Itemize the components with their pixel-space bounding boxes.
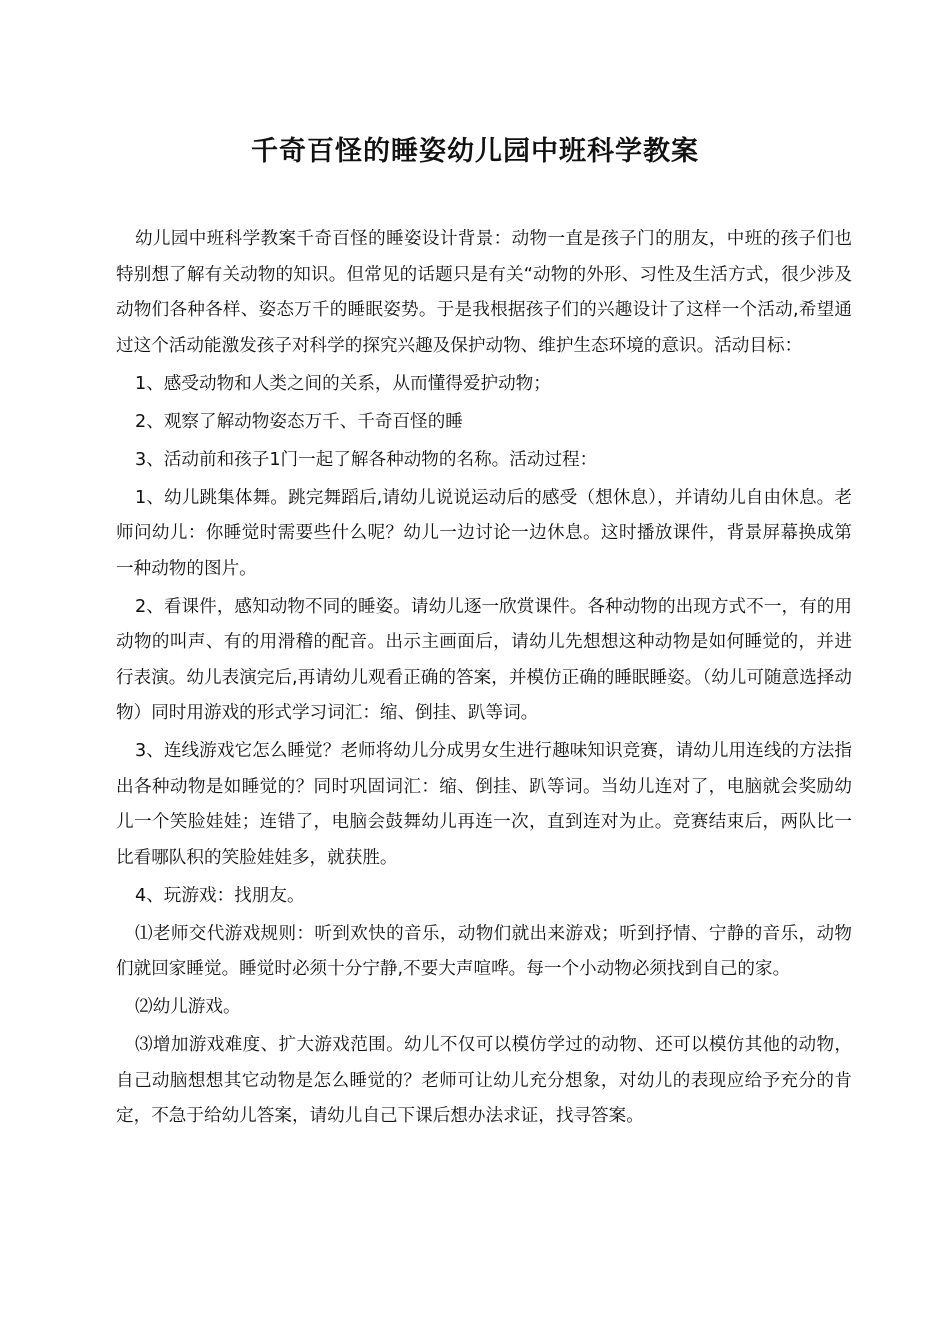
paragraph-step-4-extend: ⑶增加游戏难度、扩大游戏范围。幼儿不仅可以模仿学过的动物、还可以模仿其他的动物，自己动脑想想其它动物是怎么睡觉的？老师可让幼儿充分想象，对幼儿的表现应给予充分的肯定，不急于给幼儿答案，请幼儿自己下课后想办法求证，找寻答案。 <box>116 1035 852 1126</box>
paragraph-step-4-play: ⑵幼儿游戏。 <box>135 997 241 1017</box>
document-body <box>116 222 852 1137</box>
paragraph-goal-3: 3、活动前和孩子1门一起了解各种动物的名称。活动过程： <box>135 449 598 470</box>
paragraph-background: 幼儿园中班科学教案千奇百怪的睡姿设计背景：动物一直是孩子门的朋友，中班的孩子们也特别想了解有关动物的知识。但常见的话题只是有关“动物的外形、习性及生活方式，很少涉及动物们各种各样、姿态万千的睡眠姿势。于是我根据孩子们的兴趣设计了这样一个活动,希望通过这个活动能激发孩子对科学的探究兴趣及保护动物、维护生态环境的意识。活动目标： <box>116 229 852 356</box>
paragraph-goal-1: 1、感受动物和人类之间的关系，从而懂得爱护动物； <box>135 373 551 394</box>
paragraph-step-4: 4、玩游戏：找朋友。 <box>135 885 305 906</box>
paragraph-step-1: 1、幼儿跳集体舞。跳完舞蹈后,请幼儿说说运动后的感受（想休息），并请幼儿自由休息。老师问幼儿：你睡觉时需要些什么呢？幼儿一边讨论一边休息。这时播放课件，背景屏幕换成第一种动物的图片。 <box>116 487 852 579</box>
paragraph-step-3: 3、连线游戏它怎么睡觉？老师将幼儿分成男女生进行趣味知识竞赛，请幼儿用连线的方法指出各种动物是如睡觉的？同时巩固词汇：缩、倒挂、趴等词。当幼儿连对了，电脑就会奖励幼儿一个笑脸娃娃；连错了，电脑会鼓舞幼儿再连一次，直到连对为止。竞赛结束后，两队比一比看哪队积的笑脸娃娃多，就获胜。 <box>116 741 852 868</box>
paragraph-step-2: 2、看课件，感知动物不同的睡姿。请幼儿逐一欣赏课件。各种动物的出现方式不一，有的用动物的叫声、有的用滑稽的配音。出示主画面后，请幼儿先想想这种动物是如何睡觉的，并进行表演。幼儿表演完后,再请幼儿观看正确的答案，并模仿正确的睡眠睡姿。（幼儿可随意选择动物）同时用游戏的形式学习词汇：缩、倒挂、趴等词。 <box>116 596 852 723</box>
paragraph-goal-2: 2、观察了解动物姿态万千、千奇百怪的睡 <box>135 411 463 432</box>
document-title: 千奇百怪的睡姿幼儿园中班科学教案 <box>251 136 699 167</box>
paragraph-step-4-rule: ⑴老师交代游戏规则：听到欢快的音乐，动物们就出来游戏；听到抒情、宁静的音乐，动物们就回家睡觉。睡觉时必须十分宁静,不要大声喧哗。每一个小动物必须找到自己的家。 <box>116 923 852 979</box>
